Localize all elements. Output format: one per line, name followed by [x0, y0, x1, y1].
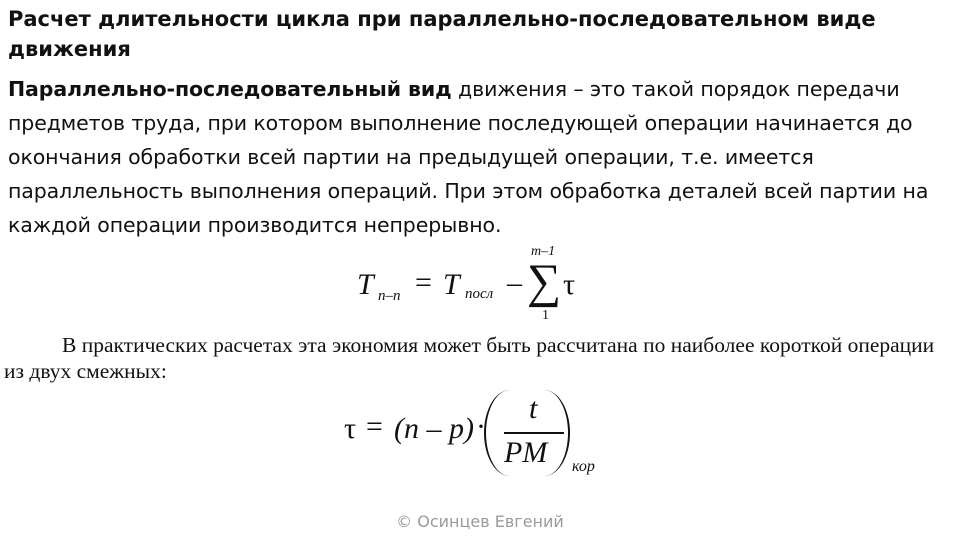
- definition-text: движения – это такой порядок передачи предметов труда, при котором выполнение последующей операции начинается до окончания обработки всей партии на предыдущей операции, т.е. имеется параллельность выполнения операций. При этом обработка деталей всей партии на каждой операции производится непрерывно.: [8, 77, 929, 237]
- formula1-sum-sign: ∑: [527, 255, 562, 308]
- formula2-denominator: PM: [504, 436, 548, 469]
- slide-title: Расчет длительности цикла при параллельно-последовательном виде движения: [8, 7, 876, 61]
- formula1-rhs: T: [443, 268, 460, 301]
- cycle-duration-formula: [357, 244, 597, 328]
- formula1-sum-lower-limit: 1: [542, 308, 549, 323]
- formula1-lhs: T: [357, 268, 374, 301]
- formula1-rhs-subscript: посл: [465, 286, 494, 302]
- formula1-lhs-subscript: п–п: [378, 288, 401, 304]
- formula2-lhs: τ: [344, 412, 357, 445]
- savings-formula: [344, 390, 624, 490]
- definition-paragraph: [8, 72, 954, 242]
- formula2-dot: ·: [476, 410, 486, 443]
- formula1-equals: =: [415, 266, 432, 299]
- formula1-tau: τ: [563, 268, 576, 301]
- formula2-fraction-bar: [504, 432, 564, 434]
- formula1-sum-upper-limit: m–1: [531, 244, 556, 259]
- author-footer: © Осинцев Евгений: [396, 512, 564, 531]
- formula2-subscript: кор: [572, 458, 595, 475]
- formula1-minus: –: [507, 266, 522, 299]
- formula2-numerator: t: [529, 392, 538, 425]
- practical-calculation-text: [4, 332, 954, 384]
- formula2-equals: =: [366, 410, 383, 443]
- definition-term: Параллельно-последовательный вид: [8, 77, 452, 101]
- practical-text: В практических расчетах эта экономия может быть рассчитана по наиболее короткой операции из двух смежных:: [4, 333, 935, 383]
- formula2-factor: (n – p): [394, 412, 474, 445]
